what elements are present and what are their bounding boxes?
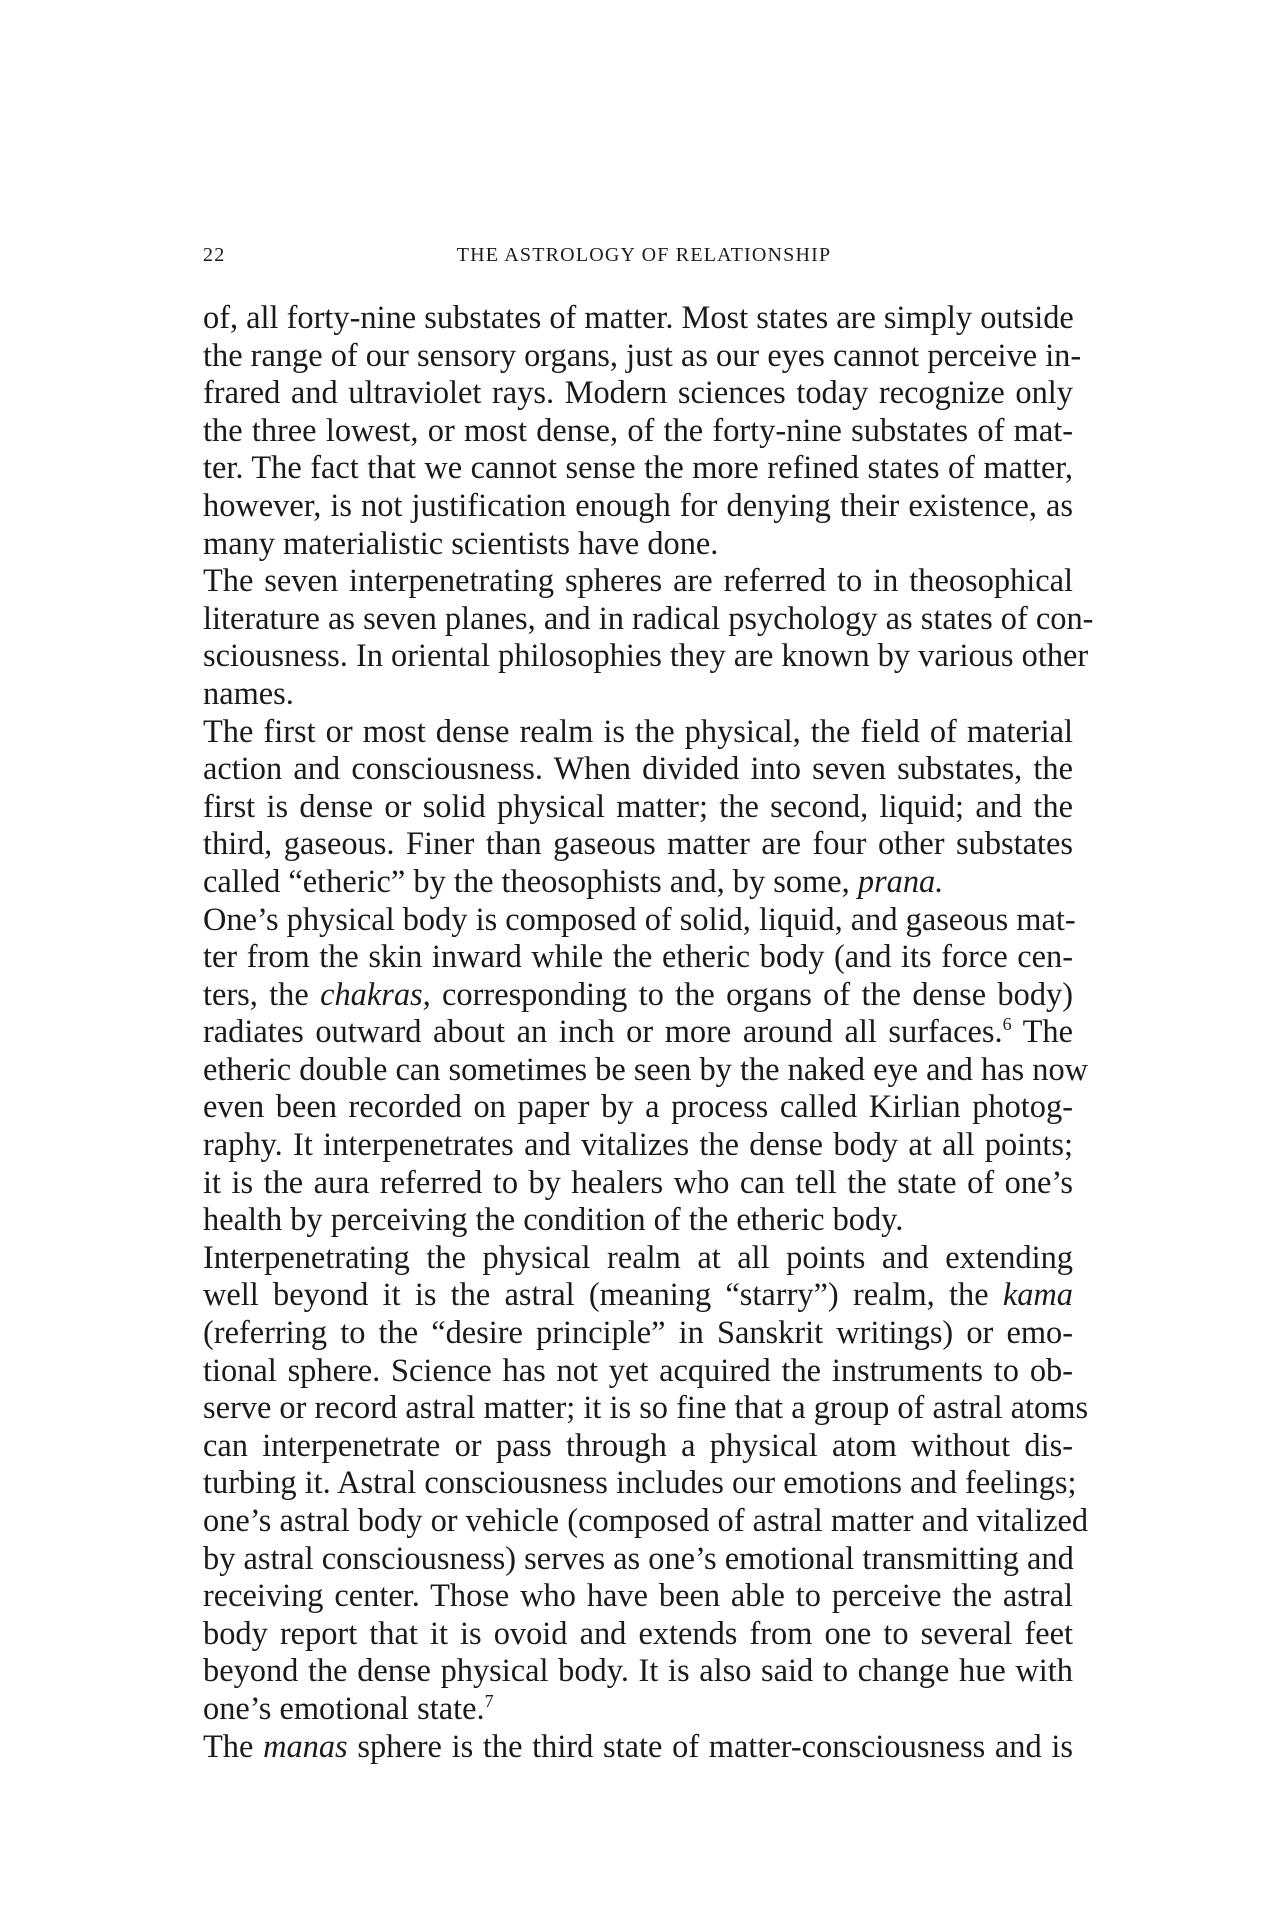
text-line: [203, 676, 1073, 714]
body-text: [203, 300, 1094, 1766]
text-segment: sphere is the third state of matter-consciousness and is: [347, 1728, 1073, 1765]
text-segment: by astral consciousness) serves as one’s emotional transmitting and: [203, 1540, 1074, 1577]
text-segment: the three lowest, or most dense, of the forty-nine substates of mat-: [203, 412, 1073, 449]
text-line: [203, 1051, 1089, 1090]
text-segment: names.: [203, 675, 294, 712]
italic-term: kama: [1002, 1277, 1073, 1314]
text-segment: sciousness. In oriental philosophies they are known by various other: [203, 638, 1089, 675]
text-segment: health by perceiving the condition of the etheric body.: [203, 1202, 904, 1239]
text-line: [203, 1465, 1077, 1503]
text-line: [203, 1503, 1089, 1541]
text-line: [203, 751, 1073, 789]
text-segment: serve or record astral matter; it is so fine that a group of astral atoms: [203, 1390, 1089, 1427]
text-line: [203, 1277, 1073, 1315]
text-line: [203, 1616, 1073, 1654]
text-line: [203, 1165, 1073, 1203]
text-line: [203, 1428, 1073, 1466]
text-segment: Interpenetrating the physical realm at all points and extending: [203, 1239, 1073, 1276]
text-line: [203, 638, 1089, 676]
text-segment: it is the aura referred to by healers who can tell the state of one’s: [203, 1164, 1073, 1201]
text-segment: The seven interpenetrating spheres are referred to in theosophical: [203, 563, 1073, 600]
text-segment: One’s physical body is composed of solid, liquid, and gaseous mat-: [203, 901, 1076, 938]
text-line: [203, 1089, 1073, 1127]
text-segment: one’s emotional state.: [203, 1690, 485, 1727]
running-title: THE ASTROLOGY OF RELATIONSHIP: [456, 244, 832, 266]
text-line: [203, 864, 1073, 902]
text-line: [203, 939, 1073, 977]
footnote-ref: 7: [484, 1690, 494, 1711]
text-line: [203, 563, 1073, 601]
text-segment: first is dense or solid physical matter; the second, liquid; and the: [203, 788, 1073, 825]
text-segment: frared and ultraviolet rays. Modern sciences today recognize only: [203, 375, 1073, 412]
text-line: [203, 1578, 1073, 1616]
text-segment: literature as seven planes, and in radical psychology as states of con-: [203, 600, 1094, 637]
text-line: [203, 1315, 1073, 1353]
text-line: [203, 413, 1073, 451]
text-line: [203, 1541, 1073, 1579]
text-line: [203, 977, 1073, 1015]
text-segment: The: [203, 1728, 264, 1765]
text-segment: ter from the skin inward while the etheric body (and its force cen-: [203, 939, 1073, 976]
text-line: [203, 1729, 1073, 1767]
text-line: [203, 375, 1073, 413]
text-segment: etheric double can sometimes be seen by the naked eye and has now: [203, 1051, 1089, 1088]
text-segment: raphy. It interpenetrates and vitalizes the dense body at all points;: [203, 1127, 1073, 1164]
text-line: [203, 1653, 1073, 1691]
text-line: [203, 714, 1073, 752]
text-segment: tional sphere. Science has not yet acquired the instruments to ob-: [203, 1352, 1073, 1389]
italic-term: prana.: [857, 863, 944, 900]
text-line: [203, 1014, 1073, 1052]
page-number: 22: [203, 244, 226, 266]
text-segment: however, is not justification enough for denying their existence, as: [203, 487, 1073, 524]
footnote-ref: 6: [1002, 1014, 1012, 1035]
text-line: [203, 1390, 1089, 1428]
text-segment: third, gaseous. Finer than gaseous matter are four other substates: [203, 826, 1073, 863]
text-line: [203, 1353, 1073, 1391]
text-segment: The first or most dense realm is the physical, the field of material: [203, 713, 1073, 750]
text-segment: many materialistic scientists have done.: [203, 525, 719, 562]
text-segment: radiates outward about an inch or more around all surfaces.: [203, 1014, 1003, 1051]
text-segment: receiving center. Those who have been able to perceive the astral: [203, 1578, 1073, 1615]
text-segment: action and consciousness. When divided into seven substates, the: [203, 751, 1073, 788]
text-line: [203, 789, 1073, 827]
text-line: [203, 1240, 1073, 1278]
text-line: [203, 488, 1073, 526]
italic-term: chakras,: [320, 976, 431, 1013]
text-segment: (referring to the “desire principle” in Sanskrit writings) or emo-: [203, 1315, 1073, 1352]
text-segment: well beyond it is the astral (meaning “starry”) realm, the: [203, 1277, 1003, 1314]
text-segment: can interpenetrate or pass through a physical atom without dis-: [203, 1427, 1073, 1464]
text-line: [203, 450, 1073, 488]
text-segment: beyond the dense physical body. It is also said to change hue with: [203, 1653, 1073, 1690]
text-segment: of, all forty-nine substates of matter. Most states are simply outside: [203, 300, 1074, 336]
text-segment: even been recorded on paper by a process called Kirlian photog-: [203, 1089, 1073, 1126]
text-segment: turbing it. Astral consciousness includes our emotions and feelings;: [203, 1465, 1077, 1502]
italic-term: manas: [263, 1728, 348, 1765]
text-segment: The: [1011, 1014, 1073, 1051]
text-segment: body report that it is ovoid and extends from one to several feet: [203, 1615, 1073, 1652]
running-head: [203, 244, 1073, 274]
text-segment: corresponding to the organs of the dense body): [430, 976, 1073, 1013]
text-segment: the range of our sensory organs, just as our eyes cannot perceive in-: [203, 337, 1082, 374]
text-segment: one’s astral body or vehicle (composed of astral matter and vitalized: [203, 1503, 1089, 1539]
text-line: [203, 826, 1073, 864]
text-line: [203, 300, 1073, 338]
text-segment: called “etheric” by the theosophists and, by some,: [203, 863, 858, 900]
text-line: [203, 600, 1094, 639]
text-segment: ters, the: [203, 976, 321, 1013]
text-segment: ter. The fact that we cannot sense the more refined states of matter,: [203, 450, 1073, 487]
text-line: [203, 337, 1082, 376]
text-line: [203, 526, 1073, 564]
text-line: [203, 901, 1076, 940]
text-line: [203, 1691, 1073, 1729]
text-line: [203, 1202, 1073, 1240]
text-line: [203, 1127, 1073, 1165]
